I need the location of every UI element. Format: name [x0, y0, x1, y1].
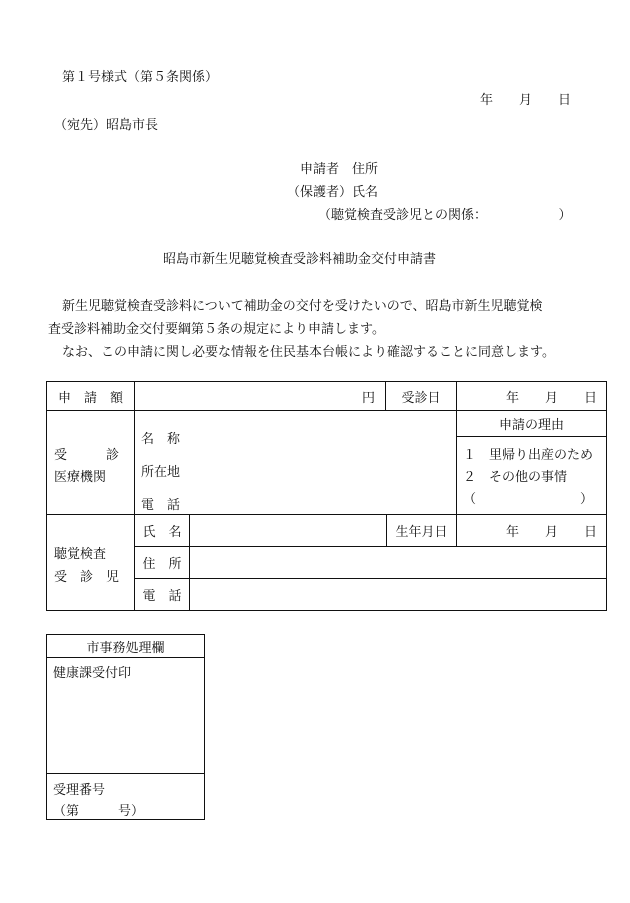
reason-header: 申請の理由 [498, 418, 564, 433]
child-label-line-2: 受 診 児 [54, 570, 120, 585]
applicant-name-label: （保護者）氏名 [287, 185, 379, 200]
reason-other-paren[interactable]: （ ） [463, 492, 594, 507]
stamp-label: 健康課受付印 [53, 666, 132, 681]
addressee: （宛先）昭島市長 [54, 118, 159, 133]
yen-unit: 円 [361, 390, 375, 406]
reason-option-1[interactable]: １ 里帰り出産のため [463, 448, 594, 463]
date-line: 年 月 日 [480, 93, 572, 108]
amount-label: 申 請 額 [57, 390, 123, 406]
child-name-label: 氏 名 [142, 525, 182, 540]
institution-label-line-2: 医療機関 [54, 470, 107, 485]
institution-address-label: 所在地 [141, 465, 181, 480]
child-phone-label: 電 話 [142, 589, 182, 604]
body-paragraph-1-line-1: 新生児聴覚検査受診料について補助金の交付を受けたいので、昭島市新生児聴覚検 [62, 299, 543, 314]
document-title: 昭島市新生児聴覚検査受診料補助金交付申請書 [163, 252, 437, 267]
relationship-label: （聴覚検査受診児との関係： ） [318, 208, 572, 223]
exam-date-field[interactable]: 年 月 日 [505, 390, 597, 406]
body-paragraph-1-line-2: 査受診料補助金交付要綱第５条の規定により申請します。 [48, 322, 385, 337]
child-label-line-1: 聴覚検査 [54, 547, 107, 562]
form-number: 第１号様式（第５条関係） [62, 70, 219, 85]
receipt-number-label: 受理番号 [53, 783, 106, 798]
birthdate-label: 生年月日 [395, 525, 448, 540]
office-box-header: 市事務処理欄 [86, 640, 165, 656]
body-paragraph-2: なお、この申請に関し必要な情報を住民基本台帳により確認することに同意します。 [62, 345, 555, 360]
institution-phone-label: 電 話 [141, 498, 181, 513]
receipt-number: （第 号） [53, 804, 145, 819]
institution-label-line-1: 受 診 [54, 448, 120, 463]
birthdate-field[interactable]: 年 月 日 [505, 525, 597, 540]
exam-date-label: 受診日 [401, 390, 441, 406]
amount-field[interactable] [135, 382, 375, 410]
child-address-label: 住 所 [142, 557, 182, 572]
institution-name-label: 名 称 [141, 432, 181, 447]
applicant-address-label: 申請者 住所 [300, 162, 379, 177]
reason-option-2[interactable]: ２ その他の事情 [463, 470, 568, 485]
